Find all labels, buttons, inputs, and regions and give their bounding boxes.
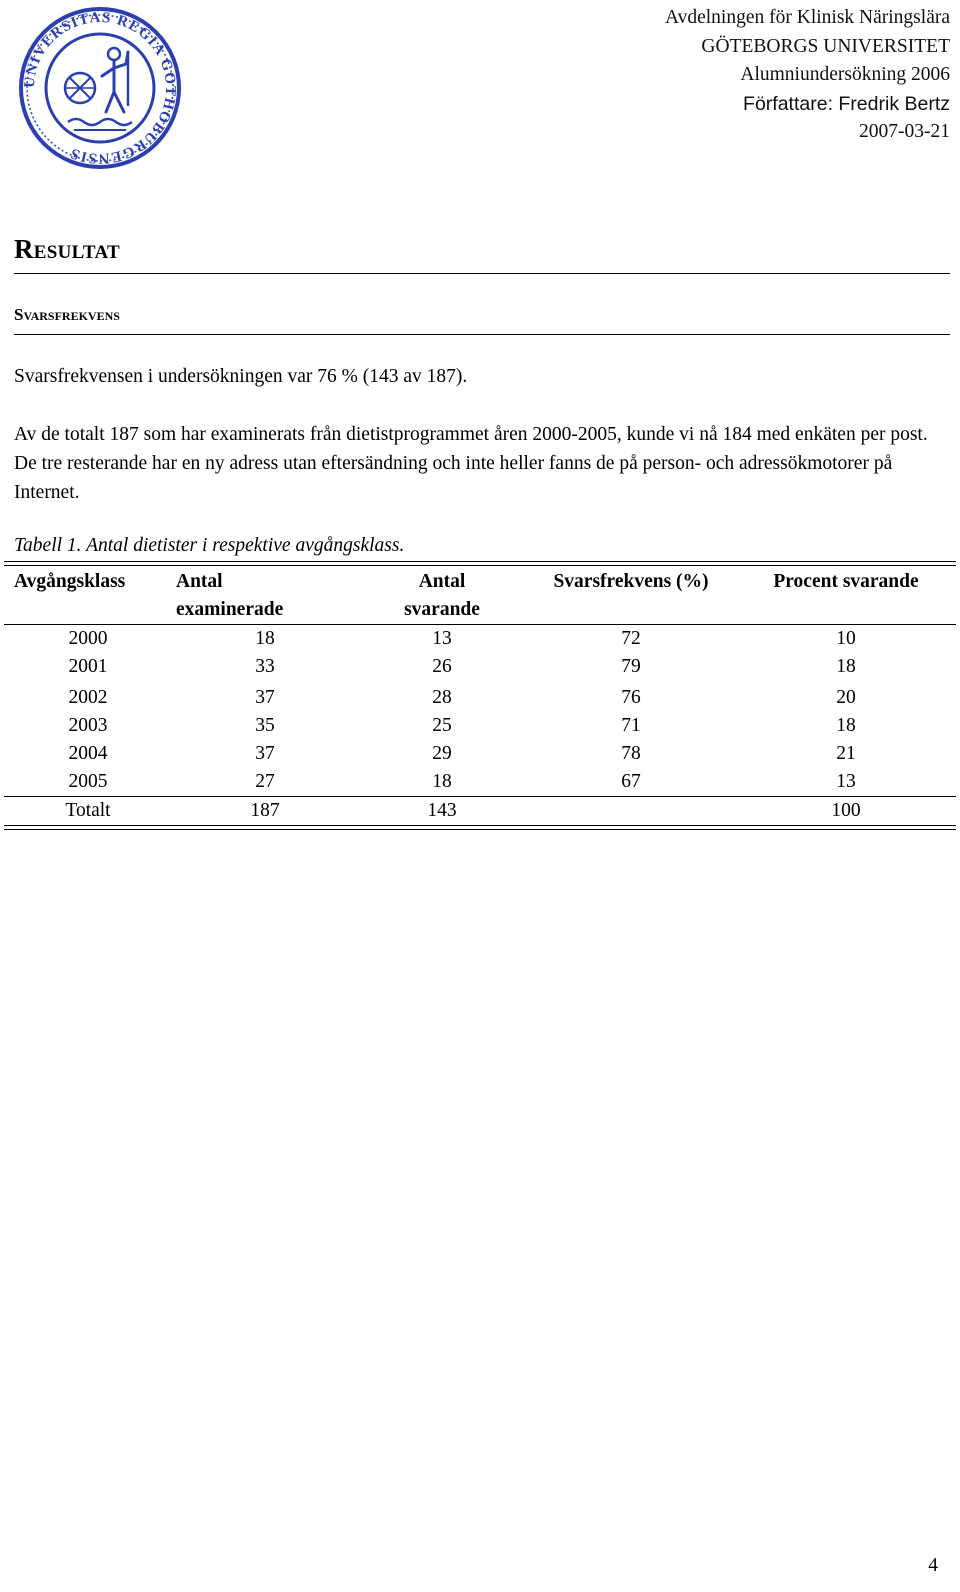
table-row bbox=[4, 768, 956, 797]
header-antal-examinerade-line1: Antal bbox=[176, 571, 223, 592]
cell-svarsfrekvens: 76 bbox=[621, 687, 641, 708]
cell-examinerade: 35 bbox=[255, 715, 275, 736]
subsection-divider bbox=[14, 334, 950, 335]
cell-total-examinerade: 187 bbox=[250, 800, 280, 821]
cell-svarande: 18 bbox=[432, 771, 452, 792]
survey-name: Alumniundersökning 2006 bbox=[740, 64, 950, 85]
response-details-paragraph: Av de totalt 187 som har examinerats från dietistprogrammet åren 2000-2005, kunde vi nå 184 med enkäten per post. De tre resterande har en ny adress utan eftersändning och inte heller fanns de på person- och adressökmotorer på Internet. bbox=[14, 424, 928, 503]
document-header bbox=[665, 4, 950, 147]
cell-examinerade: 33 bbox=[255, 656, 275, 677]
cell-total-svarsfrekvens bbox=[526, 797, 736, 826]
cell-svarande: 26 bbox=[432, 656, 452, 677]
header-antal-svarande bbox=[358, 566, 526, 625]
cell-procent: 21 bbox=[836, 743, 856, 764]
cell-year: 2005 bbox=[68, 771, 108, 792]
table-caption: Tabell 1. Antal dietister i respektive avgångsklass. bbox=[14, 535, 405, 556]
cell-svarande: 13 bbox=[432, 628, 452, 649]
cell-svarsfrekvens: 71 bbox=[621, 715, 641, 736]
header-antal-svarande-line1: Antal bbox=[418, 571, 466, 592]
document-date: 2007-03-21 bbox=[859, 121, 950, 142]
cell-svarsfrekvens: 79 bbox=[621, 656, 641, 677]
cell-year: 2004 bbox=[68, 743, 108, 764]
cell-procent: 13 bbox=[836, 771, 856, 792]
table-row bbox=[4, 681, 956, 712]
cell-svarsfrekvens: 78 bbox=[621, 743, 641, 764]
table-row bbox=[4, 740, 956, 768]
cell-examinerade: 18 bbox=[255, 628, 275, 649]
table-row bbox=[4, 625, 956, 654]
cell-total-procent: 100 bbox=[831, 800, 861, 821]
table-bottom-rule bbox=[4, 825, 956, 830]
table-total-row bbox=[4, 797, 956, 826]
header-avgangsklass: Avgångsklass bbox=[14, 571, 126, 592]
university-name: GÖTEBORGS UNIVERSITET bbox=[701, 35, 950, 57]
cell-examinerade: 37 bbox=[255, 743, 275, 764]
header-antal-examinerade-line2: examinerade bbox=[176, 599, 284, 620]
cell-year: 2001 bbox=[68, 656, 108, 677]
section-divider bbox=[14, 273, 950, 274]
page-number: 4 bbox=[928, 1555, 938, 1576]
author-line: Författare: Fredrik Bertz bbox=[743, 92, 950, 115]
cell-year: 2003 bbox=[68, 715, 108, 736]
cell-year: 2000 bbox=[68, 628, 108, 649]
response-rate-paragraph: Svarsfrekvensen i undersökningen var 76 % (143 av 187). bbox=[14, 366, 468, 387]
cell-year: 2002 bbox=[68, 687, 108, 708]
table-row bbox=[4, 653, 956, 681]
cell-examinerade: 37 bbox=[255, 687, 275, 708]
table-row bbox=[4, 712, 956, 740]
header-antal-examinerade bbox=[172, 566, 358, 625]
cell-procent: 18 bbox=[836, 656, 856, 677]
table-header-row bbox=[4, 566, 956, 625]
seal-text: UNIVERSITAS REGIA GOTHOBURGENSIS bbox=[21, 9, 179, 167]
cell-procent: 10 bbox=[836, 628, 856, 649]
department-name: Avdelningen för Klinisk Näringslära bbox=[664, 7, 950, 28]
section-title: Resultat bbox=[14, 234, 121, 264]
header-procent-svarande: Procent svarande bbox=[773, 571, 919, 592]
cell-examinerade: 27 bbox=[255, 771, 275, 792]
cell-total-label: Totalt bbox=[65, 800, 111, 821]
university-seal-logo bbox=[16, 6, 184, 170]
results-table bbox=[4, 566, 956, 825]
cell-svarande: 25 bbox=[432, 715, 452, 736]
cell-svarsfrekvens: 67 bbox=[621, 771, 641, 792]
cell-procent: 18 bbox=[836, 715, 856, 736]
header-svarsfrekvens: Svarsfrekvens (%) bbox=[553, 571, 709, 592]
cell-svarande: 29 bbox=[432, 743, 452, 764]
results-table-container bbox=[4, 561, 956, 830]
cell-svarande: 28 bbox=[432, 687, 452, 708]
header-antal-svarande-line2: svarande bbox=[404, 599, 480, 620]
cell-procent: 20 bbox=[836, 687, 856, 708]
cell-total-svarande: 143 bbox=[427, 800, 457, 821]
subsection-title: Svarsfrekvens bbox=[14, 305, 120, 324]
cell-svarsfrekvens: 72 bbox=[621, 628, 641, 649]
